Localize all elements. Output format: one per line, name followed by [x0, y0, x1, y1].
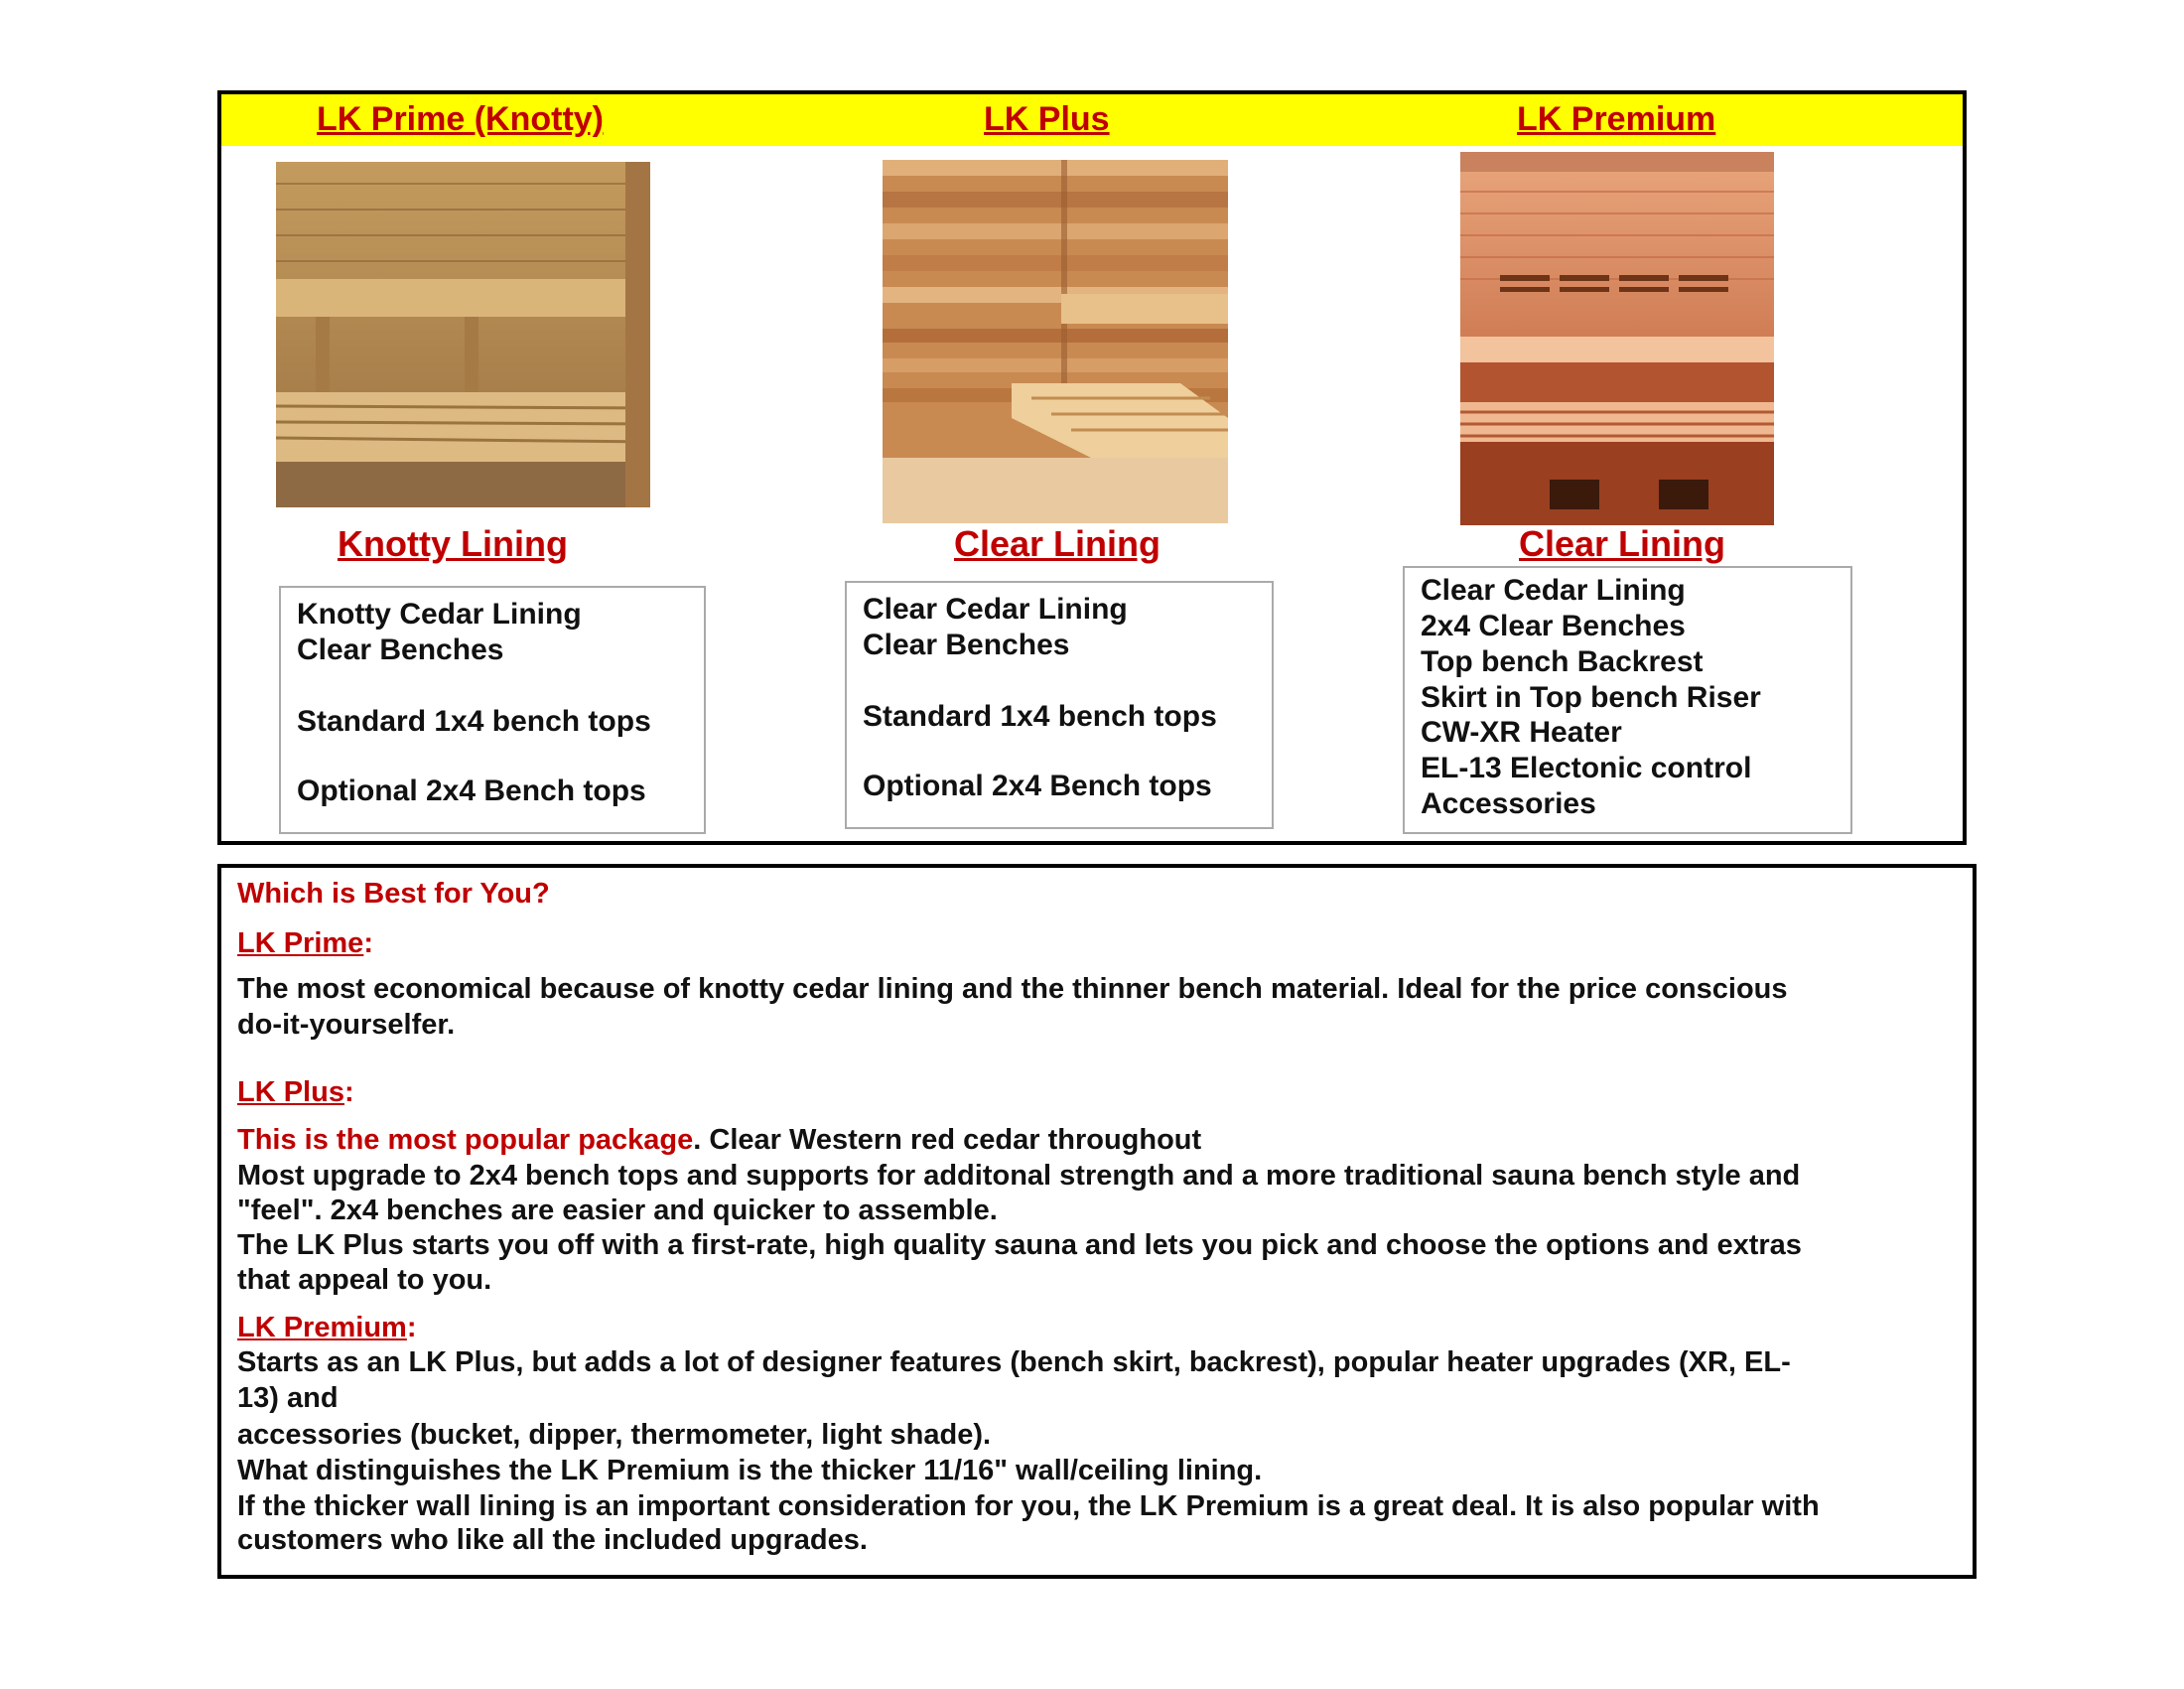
guide-prime-text: The most economical because of knotty cedar lining and the thinner bench material. Ideal for the price conscious [237, 973, 1788, 1005]
guide-plus-intro-rest: . Clear Western red cedar throughout [693, 1124, 1202, 1156]
tier-title-plus[interactable]: LK Plus [984, 100, 1110, 138]
guide-plus-text: that appeal to you. [237, 1264, 492, 1296]
guide-plus-text: Most upgrade to 2x4 bench tops and supports for additonal strength and a more traditional sauna bench style and [237, 1160, 1801, 1192]
guide-prime-text: do-it-yourselfer. [237, 1009, 456, 1041]
guide-prime-label [237, 927, 373, 960]
guide-premium-text: What distinguishes the LK Premium is the thicker 11/16" wall/ceiling lining. [237, 1455, 1263, 1486]
feature-item: Accessories [1421, 787, 1596, 820]
colon: : [363, 927, 373, 959]
lining-label-plus[interactable]: Clear Lining [954, 523, 1161, 564]
features-box-plus [845, 581, 1274, 829]
feature-item: CW-XR Heater [1421, 716, 1622, 749]
tier-title-premium[interactable]: LK Premium [1517, 100, 1716, 138]
which-is-best-panel [217, 864, 1977, 1579]
guide-premium-text: Starts as an LK Plus, but adds a lot of designer features (bench skirt, backrest), popular heater upgrades (XR, EL- [237, 1346, 1791, 1378]
feature-item: Top bench Backrest [1421, 645, 1704, 678]
tier-title-prime[interactable]: LK Prime (Knotty) [317, 100, 604, 138]
feature-item: Standard 1x4 bench tops [297, 705, 651, 738]
feature-item: EL-13 Electonic control [1421, 752, 1752, 784]
guide-premium-text: customers who like all the included upgrades. [237, 1524, 868, 1556]
lining-label-prime[interactable]: Knotty Lining [338, 523, 568, 564]
feature-item: Optional 2x4 Bench tops [297, 774, 646, 807]
guide-plus-text: The LK Plus starts you off with a first-rate, high quality sauna and lets you pick and choose the options and extras [237, 1229, 1802, 1261]
guide-heading: Which is Best for You? [237, 878, 550, 910]
features-box-premium [1403, 566, 1852, 834]
feature-item: Clear Cedar Lining [863, 593, 1128, 626]
knotty-sauna-photo [276, 162, 650, 507]
colon: : [343, 1076, 354, 1108]
popular-highlight: This is the most popular package [237, 1124, 694, 1156]
guide-plus-name[interactable]: LK Plus [237, 1076, 344, 1108]
guide-premium-text: 13) and [237, 1382, 339, 1414]
features-box-prime [279, 586, 706, 834]
feature-item: Optional 2x4 Bench tops [863, 770, 1212, 802]
colon: : [406, 1312, 417, 1343]
package-comparison-panel [217, 90, 1967, 845]
feature-item: Clear Benches [863, 629, 1070, 661]
lining-label-premium[interactable]: Clear Lining [1519, 523, 1726, 564]
guide-premium-label [237, 1312, 417, 1344]
feature-item: Skirt in Top bench Riser [1421, 681, 1761, 714]
guide-plus-intro [237, 1124, 1201, 1157]
feature-item: Clear Cedar Lining [1421, 574, 1686, 607]
premium-sauna-photo [1460, 152, 1774, 525]
feature-item: Standard 1x4 bench tops [863, 700, 1217, 733]
guide-plus-label [237, 1076, 354, 1109]
guide-premium-text: If the thicker wall lining is an important consideration for you, the LK Premium is a great deal. It is also popular with [237, 1490, 1820, 1522]
feature-item: 2x4 Clear Benches [1421, 610, 1686, 642]
guide-plus-text: "feel". 2x4 benches are easier and quicker to assemble. [237, 1195, 998, 1226]
feature-item: Clear Benches [297, 633, 504, 666]
guide-prime-name[interactable]: LK Prime [237, 927, 364, 959]
clear-sauna-photo [883, 160, 1228, 523]
guide-premium-text: accessories (bucket, dipper, thermometer, light shade). [237, 1419, 992, 1451]
guide-premium-name[interactable]: LK Premium [237, 1312, 407, 1343]
feature-item: Knotty Cedar Lining [297, 598, 582, 631]
